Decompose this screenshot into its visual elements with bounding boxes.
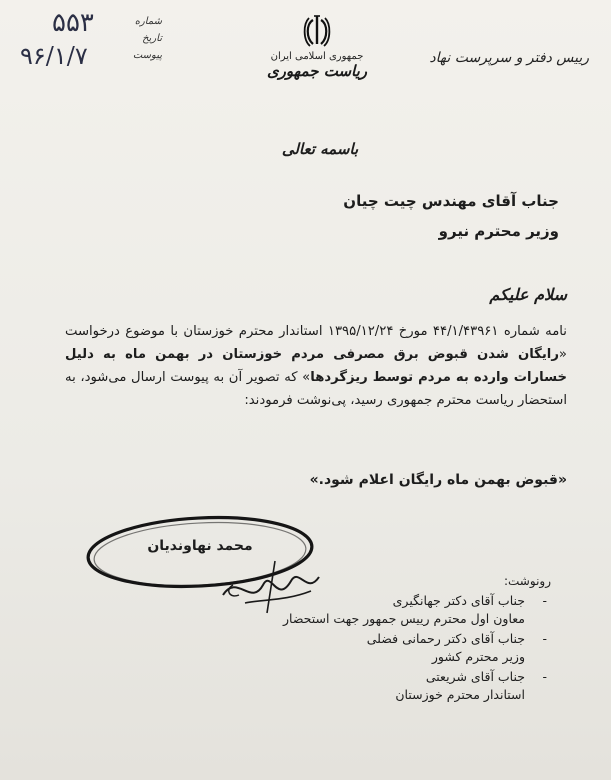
emblem-country: جمهوری اسلامی ایران bbox=[270, 51, 364, 62]
body-intro: نامه شماره ۴۴/۱/۴۳۹۶۱ مورخ ۱۳۹۵/۱۲/۲۴ استاندار محترم خوزستان با موضوع درخواست « bbox=[65, 324, 567, 362]
cc-title: رونوشت: bbox=[503, 574, 551, 588]
cc-dash: - bbox=[542, 631, 547, 646]
number-label: شماره bbox=[134, 16, 162, 27]
emblem-block bbox=[262, 14, 372, 80]
cc-item bbox=[195, 630, 547, 666]
cc-item-role: معاون اول محترم رییس جمهور جهت استحضار bbox=[282, 611, 525, 626]
cc-item-role: استاندار محترم خوزستان bbox=[395, 687, 525, 702]
iran-emblem-icon bbox=[302, 14, 332, 48]
body-subject: رایگان شدن قبوض برق مصرفی مردم خوزستان در بهمن ماه به دلیل خسارات وارده به مردم توسط ریزگردها bbox=[65, 347, 567, 385]
emblem-presidency: ریاست جمهوری bbox=[266, 62, 368, 80]
presidential-note: «قبوض بهمن ماه رایگان اعلام شود.» bbox=[309, 472, 567, 488]
cc-item bbox=[195, 592, 547, 628]
cc-item-name: جناب آقای دکتر جهانگیری bbox=[392, 593, 525, 608]
date-label: تاریخ bbox=[142, 33, 162, 44]
addressee-name: جناب آقای مهندس چیت چیان bbox=[343, 192, 559, 210]
addressee-title: وزیر محترم نیرو bbox=[438, 222, 559, 240]
letter-number: ۵۵۳ bbox=[52, 8, 94, 38]
cc-item-name: جناب آقای دکتر رحمانی فضلی bbox=[366, 631, 525, 646]
attachment-label: پیوست bbox=[132, 50, 162, 61]
letter-body bbox=[65, 320, 567, 412]
cc-item bbox=[195, 668, 547, 704]
office-title: رییس دفتر و سرپرست نهاد bbox=[429, 50, 589, 66]
signatory-name: محمد نهاوندیان bbox=[147, 538, 253, 554]
header-field-labels bbox=[122, 16, 162, 67]
bismillah: باسمه تعالی bbox=[281, 140, 359, 158]
cc-item-role: وزیر محترم کشور bbox=[431, 649, 525, 664]
letter-date: ۹۶/۱/۷ bbox=[20, 42, 88, 70]
cc-item-name: جناب آقای شریعتی bbox=[425, 669, 525, 684]
cc-dash: - bbox=[542, 669, 547, 684]
body-outro: » که تصویر آن به پیوست ارسال می‌شود، به استحضار ریاست محترم جمهوری رسید، پی‌نوشت فرمودند: bbox=[65, 370, 567, 408]
cc-dash: - bbox=[542, 593, 547, 608]
greeting: سلام علیکم bbox=[489, 285, 567, 304]
cc-list bbox=[195, 592, 547, 704]
